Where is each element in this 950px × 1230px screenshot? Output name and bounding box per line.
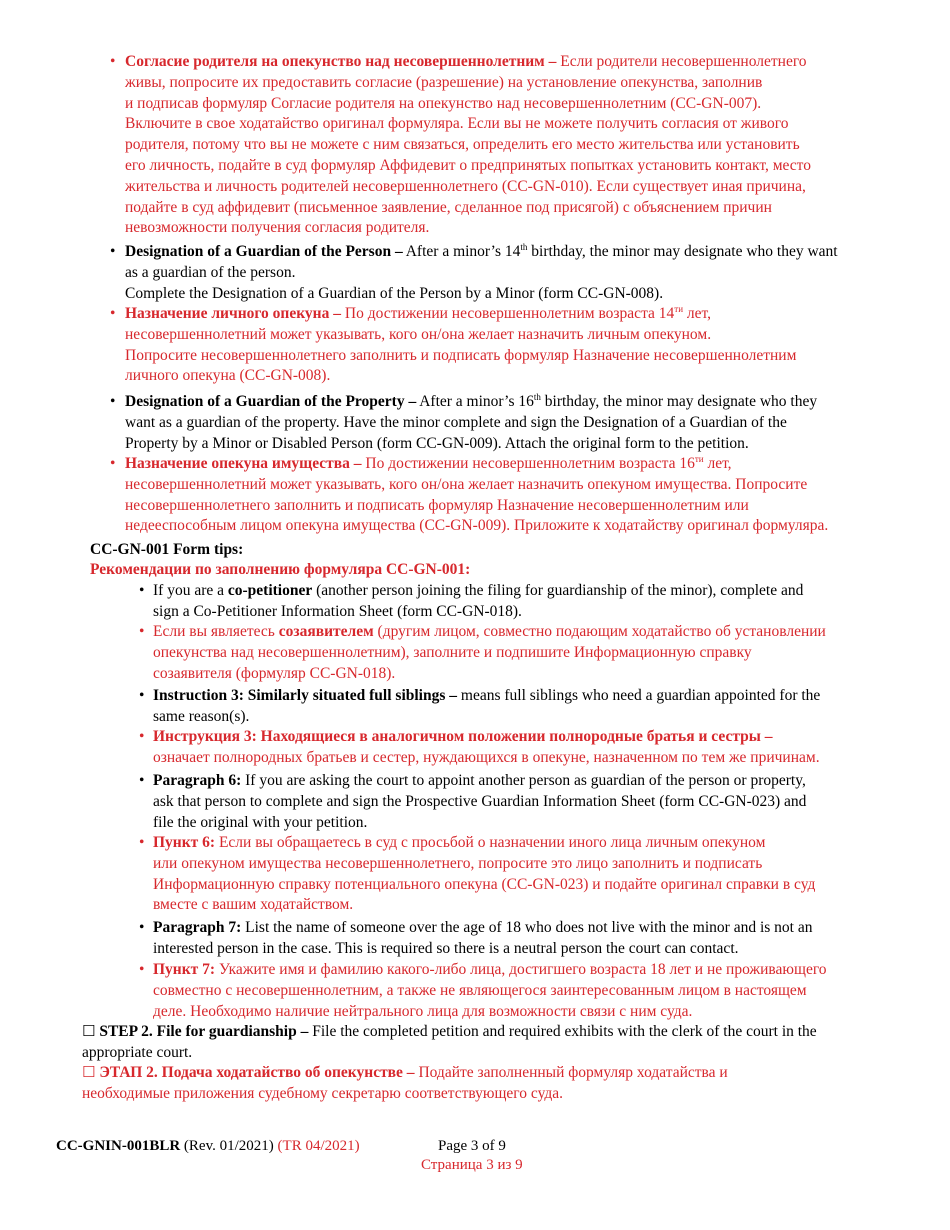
bullet-icon: •	[110, 305, 116, 322]
bullet-icon: •	[139, 687, 145, 704]
footer-form-id: CC-GNIN-001BLR (Rev. 01/2021) (TR 04/2021)	[56, 1138, 360, 1154]
bullet-icon: •	[110, 243, 116, 260]
checkbox-icon[interactable]: ☐	[82, 1063, 96, 1081]
tips-heading-ru: Рекомендации по заполнению формуляра CC-GN-001:	[90, 561, 471, 578]
bullet-icon: •	[139, 623, 145, 640]
bullet-icon: •	[110, 455, 116, 472]
bullet-icon: •	[139, 582, 145, 599]
bullet-icon: •	[139, 919, 145, 936]
footer-page-number-ru: Страница 3 из 9	[421, 1157, 523, 1173]
footer-page-number: Page 3 of 9	[438, 1138, 506, 1154]
bullet-icon: •	[139, 772, 145, 789]
designation-person-title: Designation of a Guardian of the Person –	[125, 243, 403, 260]
consent-parent-ru-title: Согласие родителя на опекунство над несовершеннолетним –	[125, 53, 557, 70]
designation-person-ru-title: Назначение личного опекуна –	[125, 305, 341, 322]
bullet-icon: •	[110, 393, 116, 410]
designation-property-title: Designation of a Guardian of the Property –	[125, 393, 417, 410]
bullet-icon: •	[139, 834, 145, 851]
checkbox-icon[interactable]: ☐	[82, 1022, 96, 1040]
tips-heading: CC-GN-001 Form tips:	[90, 541, 244, 558]
bullet-icon: •	[139, 961, 145, 978]
bullet-icon: •	[139, 728, 145, 745]
step-2: ☐ STEP 2. File for guardianship – File the completed petition and required exhibits with the clerk of the court in the appropriate court.	[82, 1022, 817, 1061]
designation-property-ru-title: Назначение опекуна имущества –	[125, 455, 362, 472]
step-2-ru: ☐ ЭТАП 2. Подача ходатайство об опекунстве – Подайте заполненный формуляр ходатайства и необходимые приложения судебному секретарю соответствующего суда.	[82, 1063, 728, 1102]
bullet-icon: •	[110, 53, 116, 70]
